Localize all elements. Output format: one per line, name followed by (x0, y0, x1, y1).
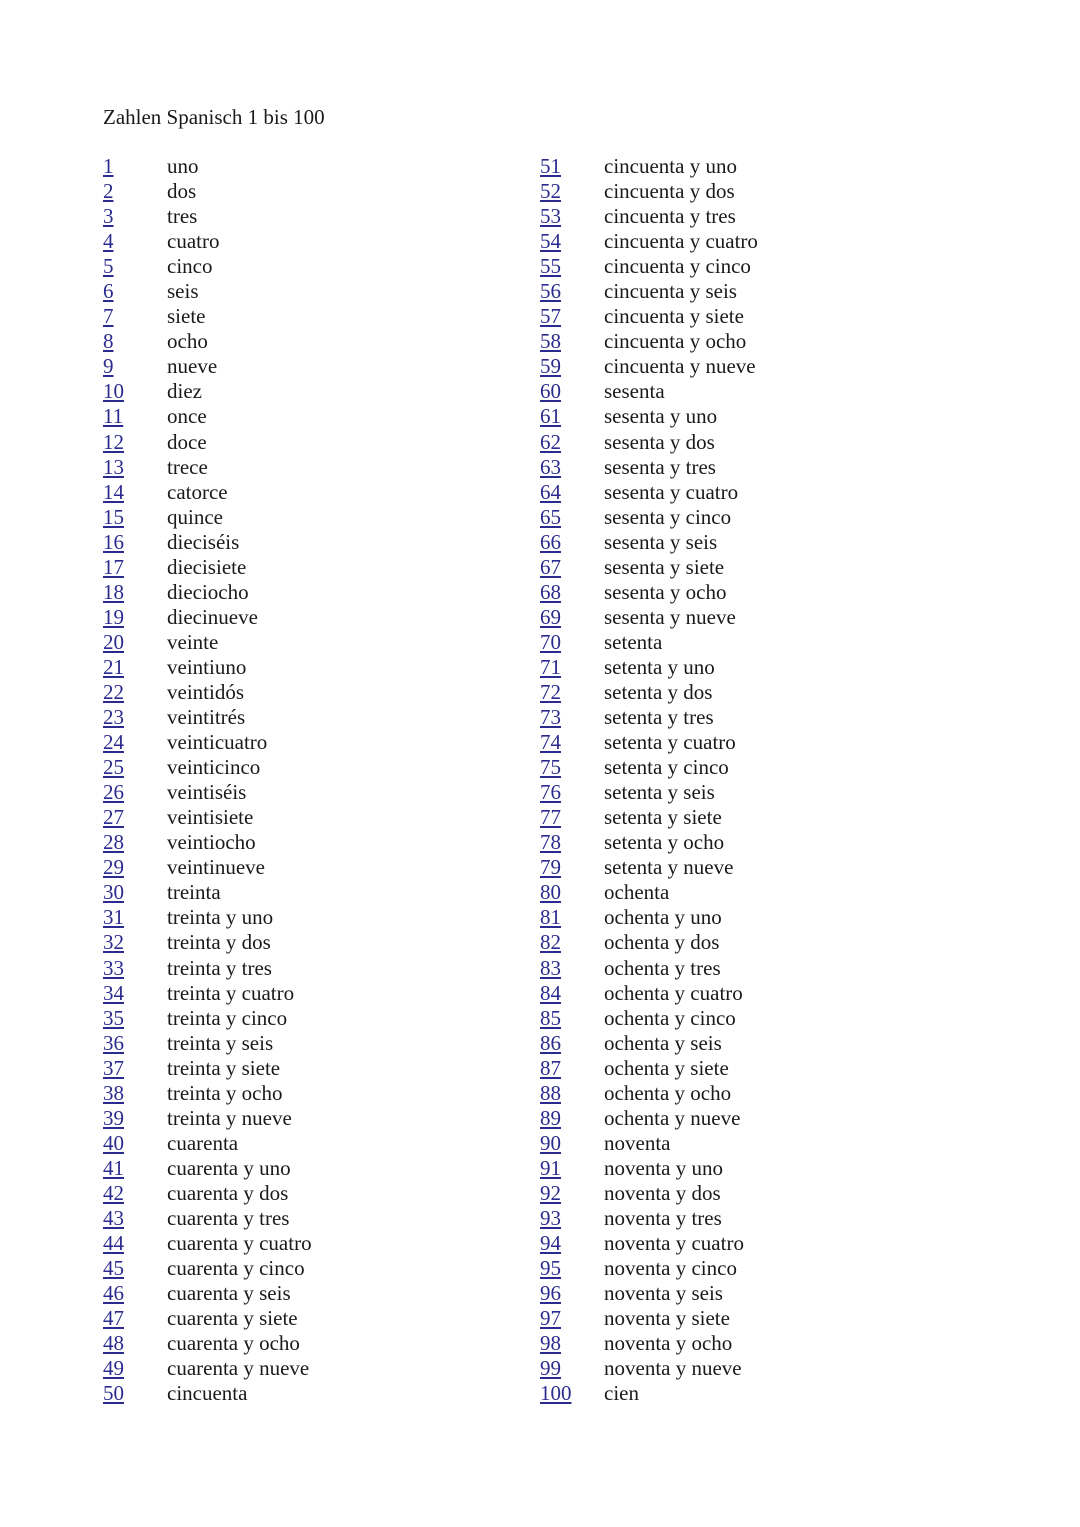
number-word: ochenta y seis (604, 1030, 722, 1055)
number-word: sesenta y siete (604, 554, 725, 579)
number-word: cincuenta (167, 1381, 248, 1406)
number-word: dieciséis (167, 529, 240, 554)
number-link[interactable]: 74 (540, 730, 561, 755)
number-word: noventa y tres (604, 1205, 722, 1230)
number-word: nueve (167, 354, 218, 379)
number-link[interactable]: 41 (103, 1155, 124, 1180)
number-link[interactable]: 40 (103, 1130, 124, 1155)
number-word: cincuenta y tres (604, 204, 736, 229)
number-link[interactable]: 89 (540, 1105, 561, 1130)
number-word: noventa y uno (604, 1155, 723, 1180)
number-word: seis (167, 279, 199, 304)
number-word: cincuenta y cuatro (604, 229, 758, 254)
number-word: setenta y uno (604, 654, 715, 679)
number-word: veintinueve (167, 855, 265, 880)
number-link[interactable]: 50 (103, 1381, 124, 1406)
number-word: diez (167, 379, 202, 404)
number-link[interactable]: 5 (103, 254, 114, 279)
number-link[interactable]: 99 (540, 1356, 561, 1381)
number-link[interactable]: 21 (103, 654, 124, 679)
number-word: veintiséis (167, 780, 247, 805)
number-link[interactable]: 20 (103, 629, 124, 654)
number-link[interactable]: 98 (540, 1331, 561, 1356)
number-word: ochenta y cuatro (604, 980, 743, 1005)
number-link[interactable]: 69 (540, 604, 561, 629)
number-link[interactable]: 52 (540, 179, 561, 204)
number-word: cincuenta y ocho (604, 329, 747, 354)
number-word: noventa y ocho (604, 1331, 733, 1356)
number-link[interactable]: 29 (103, 855, 124, 880)
number-link[interactable]: 13 (103, 454, 124, 479)
number-word: ochenta y siete (604, 1055, 729, 1080)
number-link[interactable]: 75 (540, 755, 561, 780)
number-word: cuarenta y cuatro (167, 1231, 312, 1256)
page-title: Zahlen Spanisch 1 bis 100 (103, 105, 325, 129)
number-link[interactable]: 67 (540, 554, 561, 579)
number-link[interactable]: 8 (103, 329, 114, 354)
number-link[interactable]: 16 (103, 529, 124, 554)
number-word: setenta y tres (604, 705, 714, 730)
number-word: veintitrés (167, 705, 246, 730)
number-word: cincuenta y siete (604, 304, 744, 329)
number-link[interactable]: 11 (103, 404, 124, 429)
number-word: treinta y siete (167, 1055, 281, 1080)
number-link[interactable]: 26 (103, 780, 124, 805)
number-link[interactable]: 72 (540, 679, 561, 704)
number-word: treinta y uno (167, 905, 274, 930)
number-link[interactable]: 48 (103, 1331, 124, 1356)
number-link[interactable]: 62 (540, 429, 561, 454)
number-word: setenta y siete (604, 805, 722, 830)
number-link[interactable]: 63 (540, 454, 561, 479)
number-link[interactable]: 46 (103, 1281, 124, 1306)
number-word: cien (604, 1381, 639, 1406)
number-word: cincuenta y dos (604, 179, 735, 204)
number-word: sesenta y nueve (604, 604, 736, 629)
number-word: setenta y nueve (604, 855, 734, 880)
number-link[interactable]: 51 (540, 154, 561, 178)
number-link[interactable]: 78 (540, 830, 561, 855)
number-word: sesenta y cuatro (604, 479, 739, 504)
number-word: dieciocho (167, 579, 249, 604)
number-word: ochenta y nueve (604, 1105, 741, 1130)
number-link[interactable]: 9 (103, 354, 114, 379)
number-word: ochenta y dos (604, 930, 720, 955)
number-word: treinta y cinco (167, 1005, 288, 1030)
number-link[interactable]: 60 (540, 379, 561, 404)
number-link[interactable]: 70 (540, 629, 561, 654)
number-word: cuarenta (167, 1130, 239, 1155)
number-link[interactable]: 56 (540, 279, 561, 304)
number-word: setenta y cuatro (604, 730, 736, 755)
number-word: noventa y seis (604, 1281, 723, 1306)
number-word: ochenta y cinco (604, 1005, 736, 1030)
number-link[interactable]: 7 (103, 304, 114, 329)
number-word: cuarenta y siete (167, 1306, 298, 1331)
number-link[interactable]: 92 (540, 1180, 561, 1205)
number-link[interactable]: 100 (540, 1381, 572, 1406)
number-word: cuarenta y dos (167, 1180, 289, 1205)
number-word: cuatro (167, 229, 220, 254)
number-link[interactable]: 6 (103, 279, 114, 304)
number-word: cincuenta y seis (604, 279, 737, 304)
number-word: veintiocho (167, 830, 256, 855)
number-word: cuarenta y uno (167, 1155, 291, 1180)
number-link[interactable]: 95 (540, 1256, 561, 1281)
number-link[interactable]: 54 (540, 229, 561, 254)
number-link[interactable]: 65 (540, 504, 561, 529)
number-link[interactable]: 61 (540, 404, 561, 429)
number-word: cinco (167, 254, 213, 279)
number-link[interactable]: 23 (103, 705, 124, 730)
number-word: noventa y siete (604, 1306, 730, 1331)
number-word: cincuenta y uno (604, 154, 737, 178)
number-word: ochenta y uno (604, 905, 722, 930)
number-link[interactable]: 57 (540, 304, 561, 329)
number-link[interactable]: 93 (540, 1205, 561, 1230)
number-word: noventa y nueve (604, 1356, 742, 1381)
number-word: cuarenta y cinco (167, 1256, 305, 1281)
number-link[interactable]: 94 (540, 1231, 561, 1256)
number-word: sesenta y seis (604, 529, 718, 554)
number-link[interactable]: 25 (103, 755, 124, 780)
number-link[interactable]: 90 (540, 1130, 561, 1155)
number-link[interactable]: 31 (103, 905, 124, 930)
number-word: cuarenta y ocho (167, 1331, 300, 1356)
number-link[interactable]: 77 (540, 805, 561, 830)
number-link[interactable]: 45 (103, 1256, 124, 1281)
number-word: sesenta y dos (604, 429, 715, 454)
number-word: veintiuno (167, 654, 247, 679)
number-link[interactable]: 55 (540, 254, 561, 279)
number-word: once (167, 404, 207, 429)
number-word: treinta y cuatro (167, 980, 295, 1005)
number-word: sesenta y cinco (604, 504, 732, 529)
number-link[interactable]: 84 (540, 980, 561, 1005)
number-link[interactable]: 27 (103, 805, 124, 830)
number-word: trece (167, 454, 208, 479)
number-word: ocho (167, 329, 208, 354)
number-link[interactable]: 39 (103, 1105, 124, 1130)
number-link[interactable]: 36 (103, 1030, 124, 1055)
number-word: ochenta (604, 880, 670, 905)
number-link[interactable]: 24 (103, 730, 124, 755)
number-word: doce (167, 429, 207, 454)
number-word: treinta y tres (167, 955, 272, 980)
number-link[interactable]: 47 (103, 1306, 124, 1331)
number-word: cuarenta y tres (167, 1205, 290, 1230)
number-word: treinta y seis (167, 1030, 274, 1055)
number-link[interactable]: 22 (103, 679, 124, 704)
number-word: treinta (167, 880, 221, 905)
number-word: noventa (604, 1130, 671, 1155)
number-link[interactable]: 14 (103, 479, 124, 504)
number-word: cincuenta y nueve (604, 354, 756, 379)
number-word: quince (167, 504, 223, 529)
number-word: catorce (167, 479, 228, 504)
number-link[interactable]: 49 (103, 1356, 124, 1381)
number-word: setenta y cinco (604, 755, 729, 780)
number-link[interactable]: 68 (540, 579, 561, 604)
number-link[interactable]: 96 (540, 1281, 561, 1306)
number-word: veintidós (167, 679, 244, 704)
number-word: veinte (167, 629, 219, 654)
number-link[interactable]: 81 (540, 905, 561, 930)
number-link[interactable]: 97 (540, 1306, 561, 1331)
number-word: diecinueve (167, 604, 258, 629)
number-word: setenta y ocho (604, 830, 725, 855)
number-word: veintisiete (167, 805, 254, 830)
number-link[interactable]: 71 (540, 654, 561, 679)
number-link[interactable]: 18 (103, 579, 124, 604)
number-word: ochenta y tres (604, 955, 721, 980)
number-link[interactable]: 35 (103, 1005, 124, 1030)
number-word: sesenta y uno (604, 404, 718, 429)
number-link[interactable]: 80 (540, 880, 561, 905)
number-link[interactable]: 88 (540, 1080, 561, 1105)
number-word: veinticuatro (167, 730, 268, 755)
number-word: uno (167, 154, 199, 178)
number-link[interactable]: 30 (103, 880, 124, 905)
number-link[interactable]: 58 (540, 329, 561, 354)
number-word: cuarenta y nueve (167, 1356, 310, 1381)
number-link[interactable]: 4 (103, 229, 114, 254)
number-word: diecisiete (167, 554, 247, 579)
number-link[interactable]: 34 (103, 980, 124, 1005)
number-word: siete (167, 304, 206, 329)
number-word: ochenta y ocho (604, 1080, 732, 1105)
number-word: noventa y cinco (604, 1256, 737, 1281)
number-word: setenta (604, 629, 663, 654)
number-word: treinta y dos (167, 930, 271, 955)
number-link[interactable]: 33 (103, 955, 124, 980)
number-link[interactable]: 1 (103, 154, 114, 178)
number-word: cuarenta y seis (167, 1281, 291, 1306)
number-link[interactable]: 73 (540, 705, 561, 730)
number-link[interactable]: 38 (103, 1080, 124, 1105)
number-word: tres (167, 204, 198, 229)
number-word: noventa y dos (604, 1180, 721, 1205)
number-word: treinta y ocho (167, 1080, 283, 1105)
number-word: sesenta y ocho (604, 579, 727, 604)
number-link[interactable]: 91 (540, 1155, 561, 1180)
number-link[interactable]: 44 (103, 1231, 124, 1256)
number-link[interactable]: 42 (103, 1180, 124, 1205)
number-link[interactable]: 32 (103, 930, 124, 955)
number-word: cincuenta y cinco (604, 254, 751, 279)
number-link[interactable]: 37 (103, 1055, 124, 1080)
number-link[interactable]: 3 (103, 204, 114, 229)
number-word: setenta y seis (604, 780, 715, 805)
number-link[interactable]: 83 (540, 955, 561, 980)
number-link[interactable]: 59 (540, 354, 561, 379)
number-word: noventa y cuatro (604, 1231, 744, 1256)
number-link[interactable]: 28 (103, 830, 124, 855)
number-link[interactable]: 64 (540, 479, 561, 504)
number-link[interactable]: 53 (540, 204, 561, 229)
number-word: sesenta (604, 379, 665, 404)
number-link[interactable]: 2 (103, 179, 114, 204)
number-link[interactable]: 15 (103, 504, 124, 529)
number-link[interactable]: 19 (103, 604, 124, 629)
number-link[interactable]: 87 (540, 1055, 561, 1080)
number-word: dos (167, 179, 197, 204)
number-link[interactable]: 12 (103, 429, 124, 454)
number-link[interactable]: 43 (103, 1205, 124, 1230)
number-link[interactable]: 17 (103, 554, 124, 579)
number-word: treinta y nueve (167, 1105, 292, 1130)
number-word: sesenta y tres (604, 454, 716, 479)
number-link[interactable]: 76 (540, 780, 561, 805)
number-link[interactable]: 82 (540, 930, 561, 955)
number-word: setenta y dos (604, 679, 713, 704)
number-word: veinticinco (167, 755, 261, 780)
number-link[interactable]: 66 (540, 529, 561, 554)
number-link[interactable]: 85 (540, 1005, 561, 1030)
number-link[interactable]: 10 (103, 379, 124, 404)
number-link[interactable]: 86 (540, 1030, 561, 1055)
number-link[interactable]: 79 (540, 855, 561, 880)
